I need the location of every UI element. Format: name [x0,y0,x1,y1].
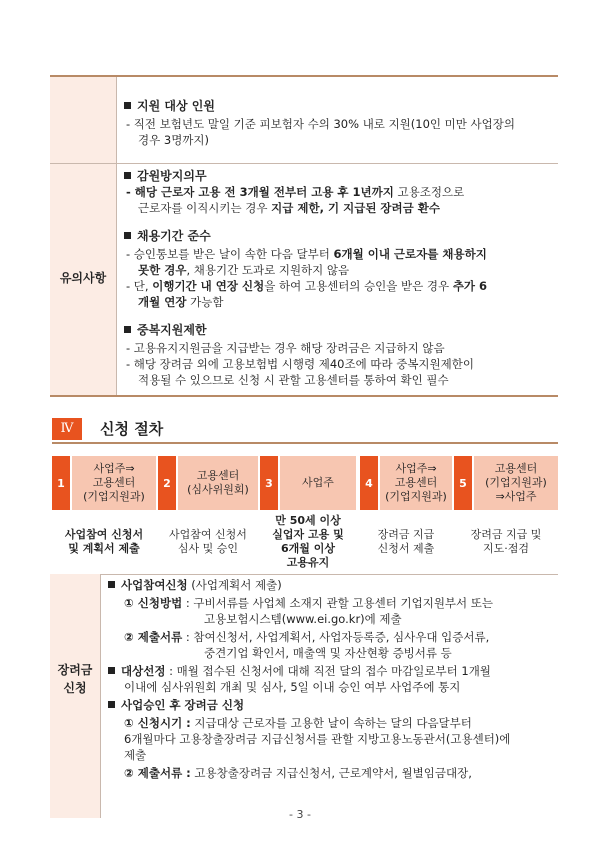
participation-method: ① 신청방법 : 구비서류를 사업체 소재지 관할 고용센터 기업지원부서 또는 [124,596,494,610]
layoff-duty-line2: 근로자를 이직시키는 경우 지급 제한, 기 지급된 장려금 환수 [138,201,440,215]
duplicate-limit-heading: 중복지원제한 [124,323,207,338]
step-description: 만 50세 이상 실업자 고용 및 6개월 이상 고용유지 [272,514,344,569]
square-bullet-icon [108,701,115,708]
hiring-period-heading: 채용기간 준수 [124,229,211,244]
step-number: 2 [158,456,176,510]
step-description: 사업참여 신청서 심사 및 승인 [169,528,247,555]
participation-heading: 사업참여신청 (사업계획서 제출) [108,578,282,593]
step-number: 3 [260,456,278,510]
after-approval-docs: ② 제출서류 : 고용창출장려금 지급신청서, 근로계약서, 월별임금대장, [124,766,472,780]
hiring-period-line1: - 승인통보를 받은 날이 속한 다음 달부터 6개월 이내 근로자를 채용하지 [126,247,487,261]
after-approval-time-line2: 6개월마다 고용창출장려금 지급신청서를 관할 지방고용노동관서(고용센터)에 [124,732,511,746]
square-bullet-icon [108,581,115,588]
section-title: 신청 절차 [100,420,164,438]
hiring-period-line2: 못한 경우, 채용기간 도과로 지원하지 않음 [138,263,350,277]
table-divider [50,163,558,164]
square-bullet-icon [124,102,131,109]
notes-label: 유의사항 [59,271,107,285]
square-bullet-icon [124,232,131,239]
step-number: 5 [454,456,472,510]
page-number: - 3 - [289,808,311,821]
after-approval-heading: 사업승인 후 장려금 신청 [108,698,244,713]
selection-line1: 대상선정 : 매월 접수된 신청서에 대해 직전 달의 접수 마감일로부터 1개월 [108,664,491,679]
hiring-period-line4: 개월 연장 가능함 [138,295,224,309]
step-description: 사업참여 신청서 및 계획서 제출 [64,528,144,555]
notes-table [50,75,558,397]
square-bullet-icon [124,172,131,179]
selection-line2: 이내에 심사위원회 개최 및 심사, 5일 이내 승인 여부 사업주에 통지 [124,680,461,694]
step-number: 4 [360,456,378,510]
duplicate-limit-line3: 적용될 수 있으므로 신청 시 관할 고용센터를 통하여 확인 필수 [138,373,449,387]
application-label-line1: 장려금 [57,663,93,677]
participation-docs-line2: 중견기업 확인서, 매출액 및 자산현황 증빙서류 등 [204,646,452,660]
duplicate-limit-line1: - 고용유지지원금을 지급받는 경우 해당 장려금은 지급하지 않음 [126,341,445,355]
application-label-line2: 신청 [63,681,87,695]
participation-method-line2: 고용보험시스템(www.ei.go.kr)에 제출 [204,612,402,626]
hiring-period-line3: - 단, 이행기간 내 연장 신청을 하여 고용센터의 승인을 받은 경우 추가 6 [126,279,488,293]
step-actor: 사업주 [280,456,356,510]
layoff-duty-line1: - 해당 근로자 고용 전 3개월 전부터 고용 후 1년까지 고용조정으로 [126,185,465,199]
participation-docs: ② 제출서류 : 참여신청서, 사업계획서, 사업자등록증, 심사우대 입증서류, [124,630,490,644]
support-target-line1: - 직전 보험년도 말일 기준 피보험자 수의 30% 내로 지원(10인 미만 사업장의 [126,117,515,131]
after-approval-time: ① 신청시기 : 지급대상 근로자를 고용한 날이 속하는 달의 다음달부터 [124,716,472,730]
step-actor: 고용센터 (기업지원과) ⇒사업주 [474,456,558,510]
layoff-duty-heading: 감원방지의무 [124,169,207,184]
section-underline [52,442,558,444]
step-description: 장려금 지급 신청서 제출 [377,528,435,555]
application-table [50,574,558,818]
step-number: 1 [52,456,70,510]
step-actor: 사업주⇒ 고용센터 (기업지원과) [72,456,156,510]
step-actor: 고용센터 (심사위원회) [178,456,258,510]
application-label-cell [50,574,101,818]
notes-label-cell [50,77,117,395]
step-description: 장려금 지급 및 지도·점검 [470,528,542,555]
after-approval-time-line3: 제출 [124,748,147,762]
square-bullet-icon [108,667,115,674]
support-target-heading: 지원 대상 인원 [124,99,215,114]
square-bullet-icon [124,326,131,333]
step-actor: 사업주⇒ 고용센터 (기업지원과) [380,456,452,510]
support-target-line2: 경우 3명까지) [138,133,210,147]
section-number: Ⅳ [52,418,82,440]
duplicate-limit-line2: - 해당 장려금 외에 고용보험법 시행령 제40조에 따라 중복지원제한이 [126,357,474,371]
